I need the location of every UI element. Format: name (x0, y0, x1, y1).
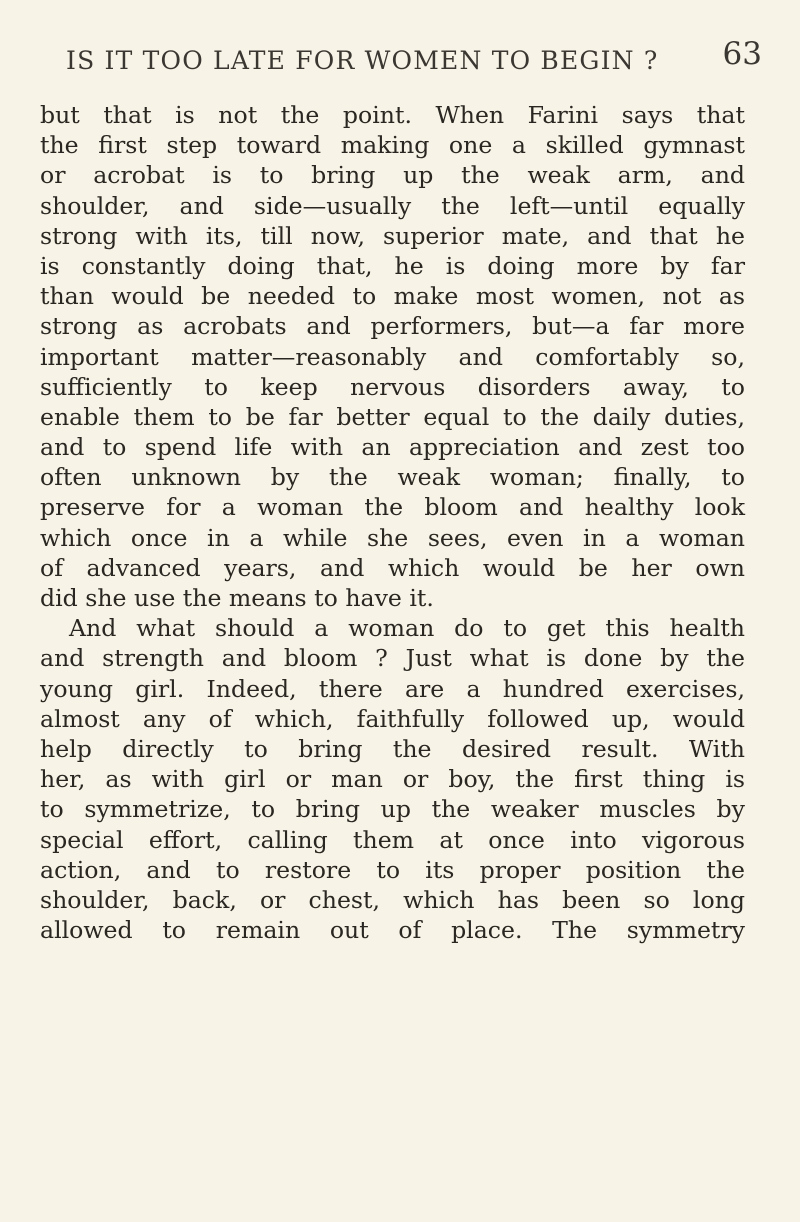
text-line: the first step toward making one a skilled gymnast (40, 131, 745, 160)
text-line: to symmetrize, to bring up the weaker muscles by (40, 795, 745, 824)
text-line: young girl. Indeed, there are a hundred exercises, (40, 674, 745, 703)
text-line: of advanced years, and which would be her own (40, 553, 745, 582)
running-head: IS IT TOO LATE FOR WOMEN TO BEGIN ? (66, 46, 659, 75)
body-text (40, 100, 745, 945)
text-line: her, as with girl or man or boy, the first thing is (40, 765, 745, 794)
text-line: preserve for a woman the bloom and healthy look (40, 493, 745, 522)
text-line: or acrobat is to bring up the weak arm, and (40, 161, 745, 190)
text-line: help directly to bring the desired result. With (40, 734, 745, 763)
text-line: action, and to restore to its proper position the (40, 855, 745, 884)
text-line: special effort, calling them at once into vigorous (40, 825, 745, 854)
text-line: and strength and bloom ? Just what is done by the (40, 644, 745, 673)
text-line: almost any of which, faithfully followed up, would (40, 704, 745, 733)
text-line: shoulder, and side—usually the left—until equally (40, 191, 745, 220)
page-number: 63 (722, 36, 762, 72)
paragraph-end-line: did she use the means to have it. (40, 584, 434, 612)
page-header (66, 36, 762, 84)
text-line: allowed to remain out of place. The symmetry (40, 916, 745, 945)
paragraph-start-line: And what should a woman do to get this health (69, 614, 745, 643)
text-line: strong as acrobats and performers, but—a far more (40, 312, 745, 341)
text-line: and to spend life with an appreciation and zest too (40, 433, 745, 462)
text-line: enable them to be far better equal to the daily duties, (40, 402, 745, 431)
text-line: sufficiently to keep nervous disorders away, to (40, 372, 745, 401)
text-line: often unknown by the weak woman; finally, to (40, 463, 745, 492)
text-line: strong with its, till now, superior mate, and that he (40, 221, 745, 250)
text-line: but that is not the point. When Farini says that (40, 101, 745, 129)
text-line: than would be needed to make most women, not as (40, 282, 745, 311)
text-line: shoulder, back, or chest, which has been so long (40, 885, 745, 914)
text-line: which once in a while she sees, even in a woman (40, 523, 745, 552)
text-line: is constantly doing that, he is doing more by far (40, 251, 745, 280)
text-line: important matter—reasonably and comfortably so, (40, 342, 745, 371)
